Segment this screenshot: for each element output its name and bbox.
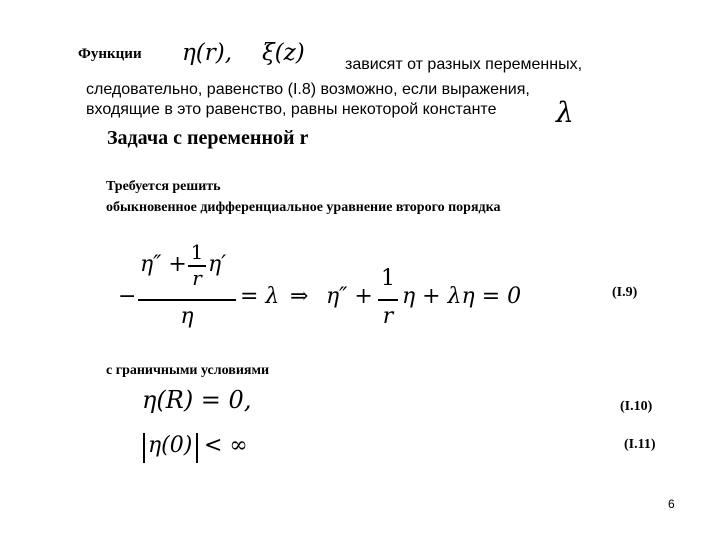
eq-num-frac-bottom: r — [192, 266, 202, 290]
intro-line-3: входящие в это равенство, равны некоторой константе — [86, 101, 497, 118]
intro-line-2: следовательно, равенство (I.8) возможно, если выражения, — [86, 81, 530, 98]
eq-rhs-frac-bar — [378, 299, 398, 301]
abs-bar-right — [196, 433, 198, 463]
eq-num-left: η″ + — [140, 252, 187, 277]
eq-rhs-frac-bottom: r — [382, 304, 394, 329]
eq-label-i9: (I.9) — [612, 285, 638, 300]
eq-equals-lambda: = λ — [240, 284, 280, 309]
abs-bar-left — [143, 433, 145, 463]
boundary-heading: с граничными условиями — [106, 363, 270, 378]
cond-i10: η(R) = 0, — [142, 386, 252, 414]
lambda-symbol: λ — [556, 96, 574, 129]
require-line-2: обыкновенное дифференциальное уравнение второго порядка — [106, 200, 501, 215]
func-eta: η(r), — [182, 40, 233, 66]
functions-label: Функции — [78, 46, 142, 62]
page-number: 6 — [668, 497, 675, 511]
eq-rhs-frac-top: 1 — [381, 266, 395, 291]
eq-num-right: η′ — [208, 252, 227, 277]
func-xi: ξ(z) — [262, 40, 305, 66]
eq-main-frac-bar — [138, 299, 236, 301]
eq-rhs-right: η + λη = 0 — [402, 284, 522, 309]
cond-i10-label: (I.10) — [620, 399, 653, 414]
eq-minus: − — [118, 284, 137, 309]
eq-denominator: η — [180, 304, 194, 329]
task-heading: Задача с переменной r — [107, 127, 309, 149]
require-line-1: Требуется решить — [106, 179, 221, 194]
depend-text: зависят от разных переменных, — [345, 56, 583, 73]
eq-implies: ⇒ — [290, 284, 309, 309]
eq-num-frac-top: 1 — [190, 240, 204, 264]
cond-i11-inner: η(0) — [148, 433, 193, 458]
cond-i11-label: (I.11) — [624, 437, 656, 452]
cond-i11-rest: < ∞ — [204, 433, 248, 458]
eq-rhs-left: η″ + — [326, 284, 373, 309]
